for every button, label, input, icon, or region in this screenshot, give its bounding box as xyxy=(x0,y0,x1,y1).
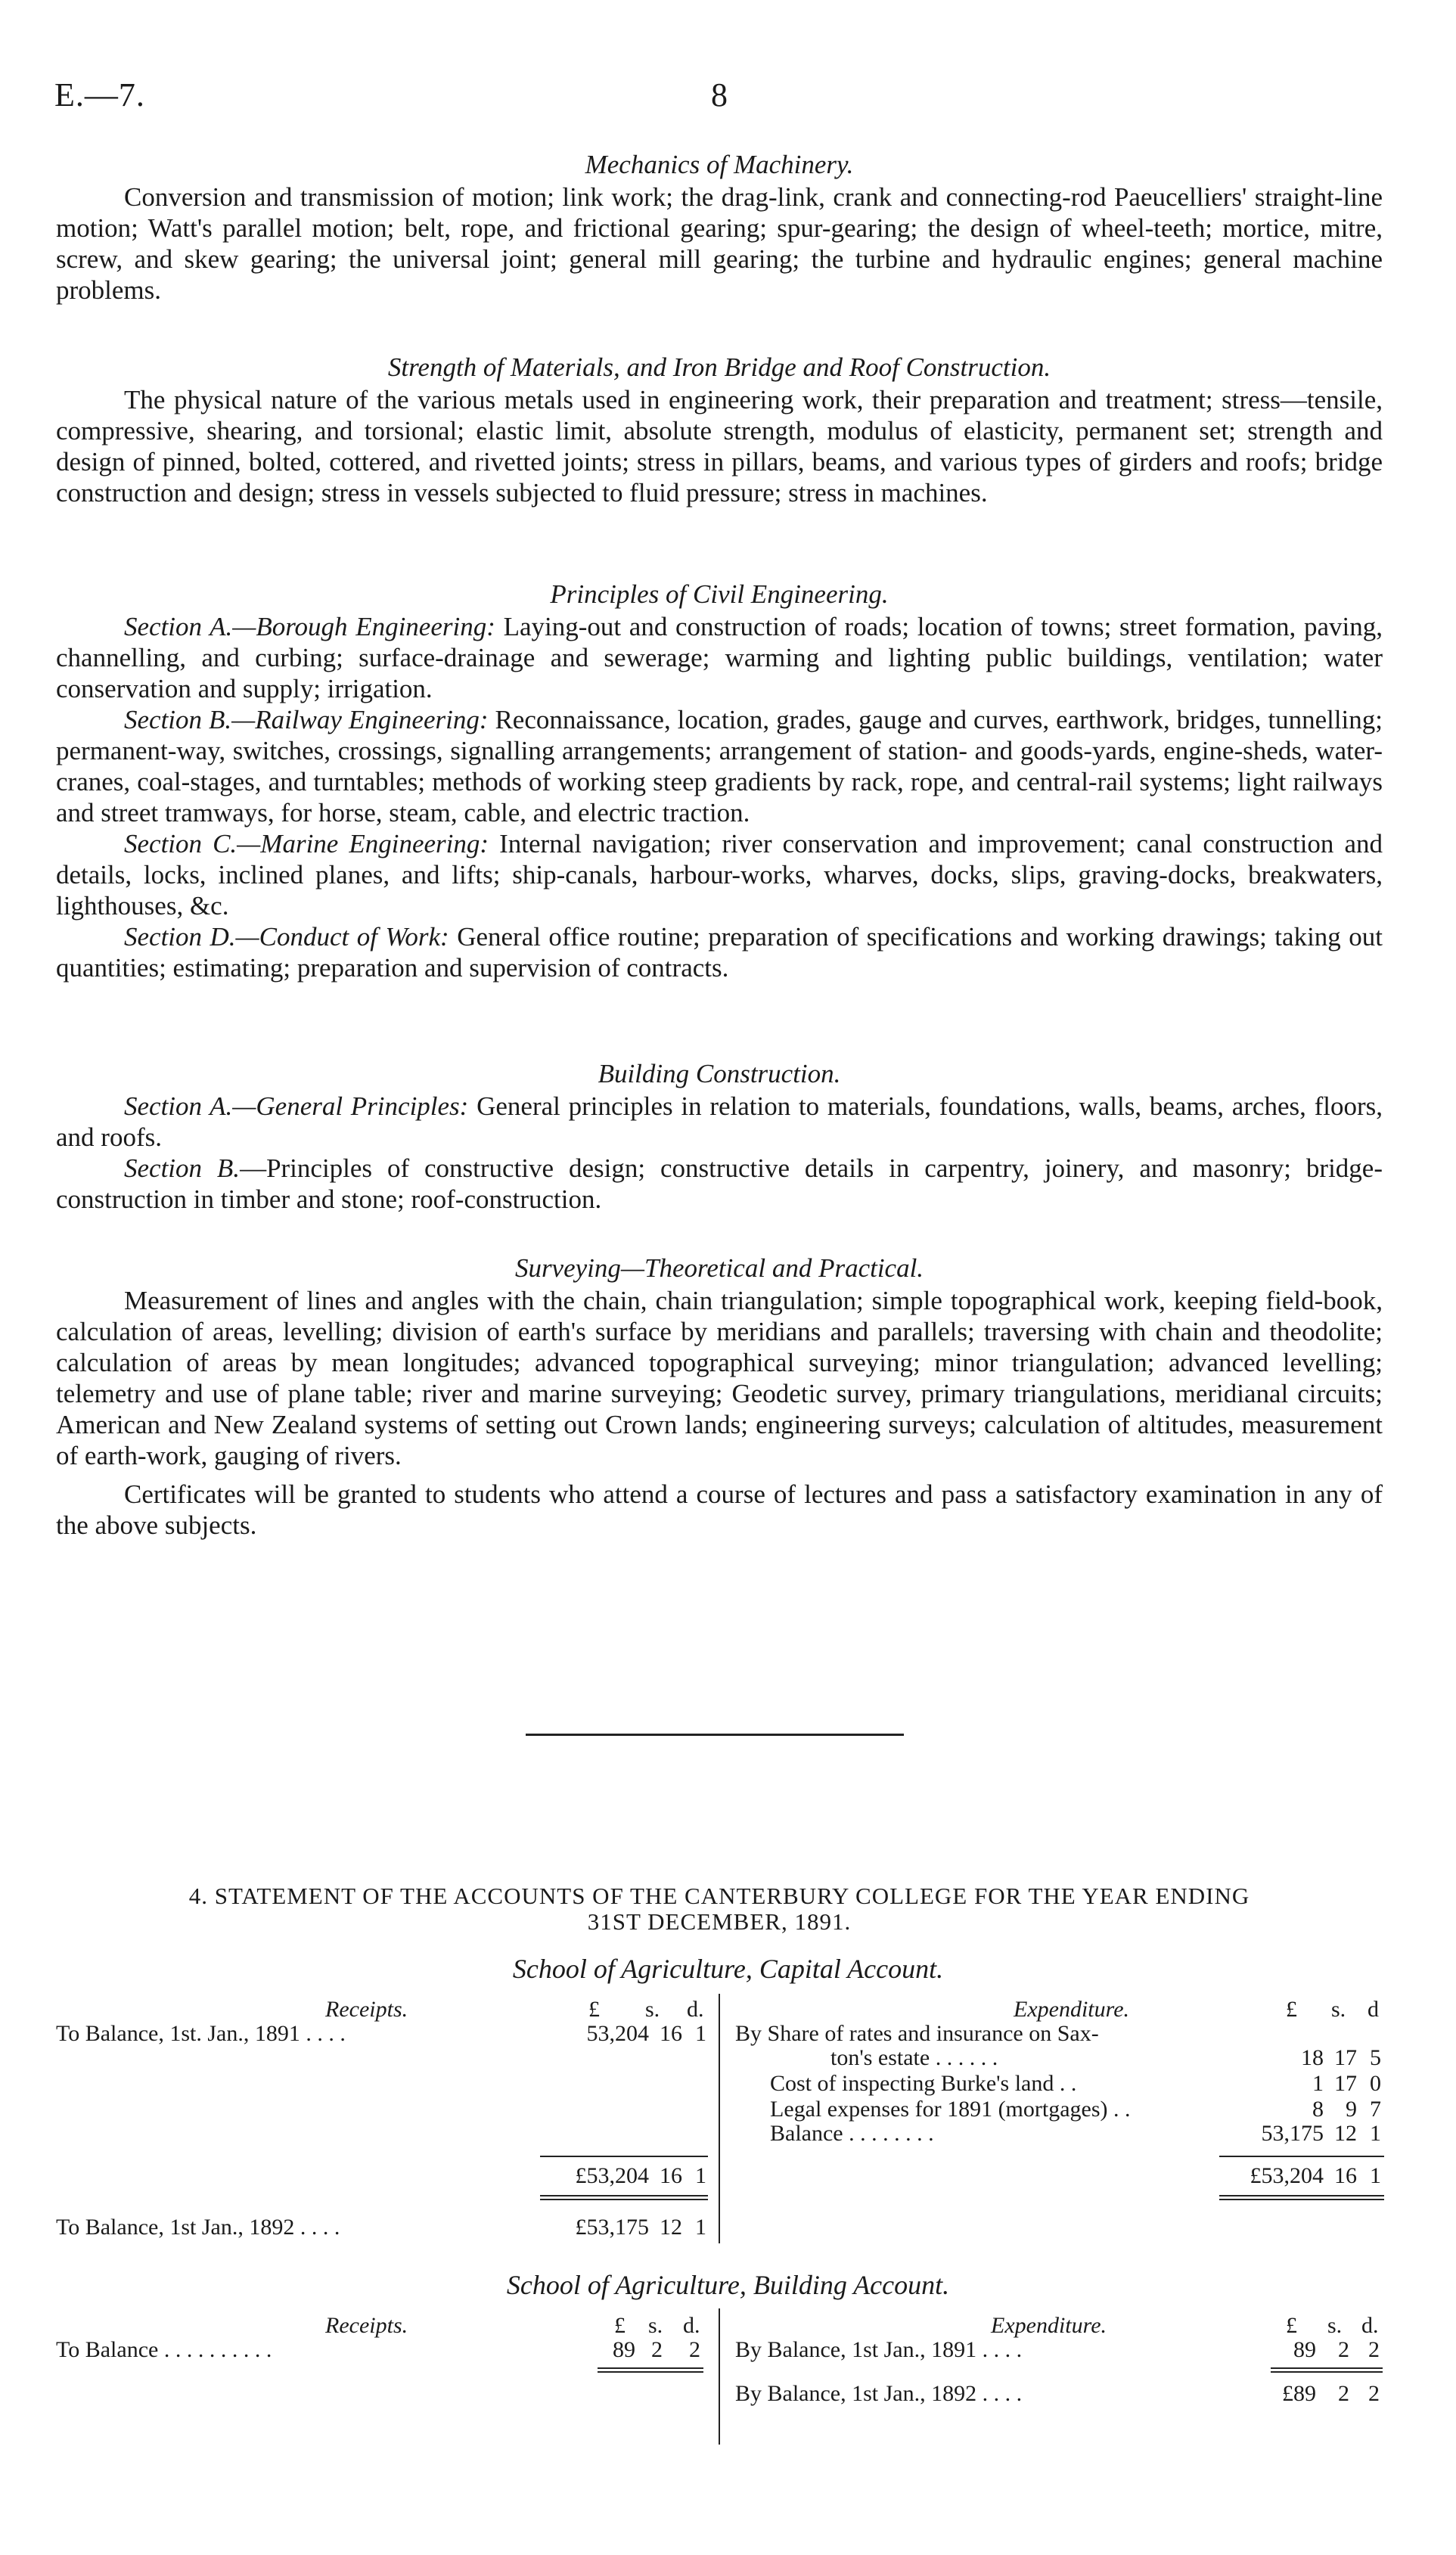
subsection-text: General principles in relation to materials, foundations, walls, beams, arches, floors, and roofs. xyxy=(56,1091,1383,1152)
total-double-rule xyxy=(1271,2371,1383,2373)
expenditure-shillings: 2 xyxy=(1338,2381,1349,2406)
subsection-label: Section C.—Marine Engineering: xyxy=(124,829,489,858)
expenditure-label: Legal expenses for 1891 (mortgages) . . xyxy=(770,2097,1131,2122)
expenditure-label: By Balance, 1st Jan., 1892 . . . . xyxy=(735,2381,1023,2406)
section-mechanics xyxy=(56,148,1383,306)
expenditure-pence: 5 xyxy=(1370,2045,1381,2070)
pence-column-heading: d. xyxy=(687,1997,704,2022)
certificates-note: Certificates will be granted to students who attend a course of lectures and pass a satisfactory examination in any of the above subjects. xyxy=(56,1479,1383,1540)
expenditure-pounds: 18 xyxy=(1301,2045,1324,2070)
receipt-total-pounds: £53,204 xyxy=(575,2163,649,2188)
section-civil-engineering xyxy=(56,578,1383,983)
total-double-rule xyxy=(1219,2195,1384,2196)
pence-column-heading: d xyxy=(1368,1997,1379,2022)
expenditure-pounds: 1 xyxy=(1312,2071,1324,2096)
pounds-column-heading: £ xyxy=(1286,2313,1297,2338)
expenditure-shillings: 12 xyxy=(1334,2121,1357,2146)
subsection-text: Laying-out and construction of roads; location of towns; street formation, paving, channelling, and curbing; surface-drainage and sewerage; warming and lighting public buildings, ventilation; water conservation and supply; irrigation. xyxy=(56,612,1383,703)
expenditure-total-pounds: £53,204 xyxy=(1250,2163,1324,2188)
expenditure-label: By Share of rates and insurance on Sax- xyxy=(735,2021,1099,2046)
section-divider xyxy=(526,1734,904,1736)
expenditure-label: By Balance, 1st Jan., 1891 . . . . xyxy=(735,2337,1023,2362)
page-number: 8 xyxy=(711,76,728,113)
subsection-label: Section B. xyxy=(124,1153,241,1183)
shillings-column-heading: s. xyxy=(648,2313,663,2338)
section-title: Mechanics of Machinery. xyxy=(585,150,854,179)
total-double-rule xyxy=(598,2371,703,2373)
carry-forward-pence: 1 xyxy=(695,2215,706,2240)
total-double-rule xyxy=(540,2195,708,2196)
expenditure-pence: 1 xyxy=(1370,2121,1381,2146)
receipt-pounds: 89 xyxy=(613,2337,635,2362)
receipts-heading: Receipts. xyxy=(325,1997,408,2022)
receipt-pence: 2 xyxy=(689,2337,700,2362)
section-strength xyxy=(56,351,1383,508)
expenditure-label: Balance . . . . . . . . xyxy=(770,2121,934,2146)
shillings-column-heading: s. xyxy=(1331,1997,1346,2022)
expenditure-pounds: 8 xyxy=(1312,2097,1324,2122)
expenditure-pence: 0 xyxy=(1370,2071,1381,2096)
expenditure-shillings: 2 xyxy=(1338,2337,1349,2362)
subsection-label: Section D.—Conduct of Work: xyxy=(124,922,449,952)
total-double-rule xyxy=(598,2367,703,2369)
receipt-label: To Balance . . . . . . . . . . xyxy=(56,2337,272,2362)
section-text: The physical nature of the various metals used in engineering work, their preparation and treatment; stress—tensile, compressive, shearing, and torsional; elastic limit, absolute strength, modulus of elasticity, permanent set; strength and design of pinned, bolted, cottered, and rivetted joints; stress in pillars, beams, and various types of girders and roofs; bridge construction and design; stress in vessels subjected to fluid pressure; stress in machines. xyxy=(56,385,1383,508)
subsection-text: General office routine; preparation of specifications and working drawings; taking out quantities; estimating; preparation and supervision of contracts. xyxy=(56,922,1383,983)
capital-account-title: School of Agriculture, Capital Account. xyxy=(512,1954,944,1984)
subsection-b xyxy=(56,704,1383,828)
shillings-column-heading: s. xyxy=(645,1997,660,2022)
section-title: Strength of Materials, and Iron Bridge and Roof Construction. xyxy=(387,352,1051,382)
building-account-title: School of Agriculture, Building Account. xyxy=(506,2270,950,2300)
receipt-shillings: 2 xyxy=(651,2337,663,2362)
receipt-pounds: 53,204 xyxy=(586,2021,649,2046)
subsection-text: Reconnaissance, location, grades, gauge and curves, earthwork, bridges, tunnelling; permanent-way, switches, crossings, signalling arrangements; arrangement of station- and goods-yards, engine-sheds, water-cranes, coal-stages, and turntables; methods of working steep gradients by rack, rope, and central-rail systems; light railways and street tramways, for horse, steam, cable, and electric traction. xyxy=(56,705,1383,827)
expenditure-total-pence: 1 xyxy=(1370,2163,1381,2188)
pounds-column-heading: £ xyxy=(614,2313,626,2338)
subsection-label: Section A.—General Principles: xyxy=(124,1091,469,1121)
expenditure-pounds: £89 xyxy=(1282,2381,1316,2406)
section-title: Principles of Civil Engineering. xyxy=(550,579,889,609)
receipt-label: To Balance, 1st. Jan., 1891 . . . . xyxy=(56,2021,346,2046)
subsection-a xyxy=(56,611,1383,704)
sum-rule xyxy=(540,2156,708,2157)
expenditure-pence: 2 xyxy=(1368,2337,1380,2362)
account-divider-line xyxy=(719,2308,720,2445)
sum-rule xyxy=(1219,2156,1384,2157)
expenditure-pence: 7 xyxy=(1370,2097,1381,2122)
expenditure-shillings: 17 xyxy=(1334,2071,1357,2096)
receipt-pence: 1 xyxy=(695,2021,706,2046)
receipts-heading: Receipts. xyxy=(325,2313,408,2338)
expenditure-pounds: 89 xyxy=(1293,2337,1316,2362)
total-double-rule xyxy=(1219,2199,1384,2200)
expenditure-total-shillings: 16 xyxy=(1334,2163,1357,2188)
subsection-d xyxy=(56,921,1383,983)
statement-title-line2: 31ST DECEMBER, 1891. xyxy=(587,1908,852,1935)
expenditure-pence: 2 xyxy=(1368,2381,1380,2406)
expenditure-heading: Expenditure. xyxy=(1014,1997,1130,2022)
expenditure-label: Cost of inspecting Burke's land . . xyxy=(770,2071,1077,2096)
total-double-rule xyxy=(540,2199,708,2200)
subsection-c xyxy=(56,828,1383,921)
total-double-rule xyxy=(1271,2367,1383,2369)
subsection-label: Section A.—Borough Engineering: xyxy=(124,612,495,641)
pence-column-heading: d. xyxy=(1361,2313,1379,2338)
statement-title-line1: 4. STATEMENT OF THE ACCOUNTS OF THE CANTERBURY COLLEGE FOR THE YEAR ENDING xyxy=(188,1883,1250,1909)
subsection-label: Section B.—Railway Engineering: xyxy=(124,705,489,734)
section-surveying xyxy=(56,1252,1383,1541)
section-title: Building Construction. xyxy=(598,1059,841,1088)
expenditure-heading: Expenditure. xyxy=(991,2313,1107,2338)
expenditure-shillings: 9 xyxy=(1346,2097,1357,2122)
statement-title xyxy=(56,1883,1383,1935)
account-divider-line xyxy=(719,1994,720,2243)
carry-forward-label: To Balance, 1st Jan., 1892 . . . . xyxy=(56,2215,340,2240)
shillings-column-heading: s. xyxy=(1327,2313,1343,2338)
carry-forward-shillings: 12 xyxy=(660,2215,682,2240)
carry-forward-pounds: £53,175 xyxy=(575,2215,649,2240)
pounds-column-heading: £ xyxy=(1286,1997,1297,2022)
expenditure-shillings: 17 xyxy=(1334,2045,1357,2070)
pence-column-heading: d. xyxy=(683,2313,700,2338)
subsection-text: Internal navigation; river conservation and improvement; canal construction and details, locks, inclined planes, and lifts; ship-canals, harbour-works, wharves, docks, slips, graving-docks, breakwaters, lighthouses, &c. xyxy=(56,829,1383,920)
expenditure-label-cont: ton's estate . . . . . . xyxy=(830,2045,998,2070)
receipt-total-shillings: 16 xyxy=(660,2163,682,2188)
subsection-a xyxy=(56,1091,1383,1153)
section-text: Measurement of lines and angles with the chain, chain triangulation; simple topographical work, keeping field-book, calculation of areas, levelling; division of earth's surface by meridians and parallels; traversing with chain and theodolite; calculation of areas by mean longitudes; advanced topographical surveying; minor triangulation; advanced levelling; telemetry and use of plane table; river and marine surveying; Geodetic survey, primary triangulations, meridianal circuits; American and New Zealand systems of setting out Crown lands; engineering surveys; calculation of altitudes, measurement of earth-work, gauging of rivers. xyxy=(56,1286,1383,1470)
expenditure-pounds: 53,175 xyxy=(1261,2121,1324,2146)
section-text: Conversion and transmission of motion; link work; the drag-link, crank and connecting-rod Paeucelliers' straight-line motion; Watt's parallel motion; belt, rope, and frictional gearing; spur-gearing; the design of wheel-teeth; mortice, mitre, screw, and skew gearing; the universal joint; general mill gearing; the turbine and hydraulic engines; general machine problems. xyxy=(56,182,1383,305)
pounds-column-heading: £ xyxy=(588,1997,600,2022)
receipt-shillings: 16 xyxy=(660,2021,682,2046)
receipt-total-pence: 1 xyxy=(695,2163,706,2188)
section-building-construction xyxy=(56,1057,1383,1215)
section-title: Surveying—Theoretical and Practical. xyxy=(514,1253,924,1283)
subsection-b xyxy=(56,1153,1383,1215)
page-reference: E.—7. xyxy=(54,76,145,113)
subsection-text: —Principles of constructive design; constructive details in carpentry, joinery, and masonry; bridge-construction in timber and stone; roof-construction. xyxy=(56,1153,1383,1214)
